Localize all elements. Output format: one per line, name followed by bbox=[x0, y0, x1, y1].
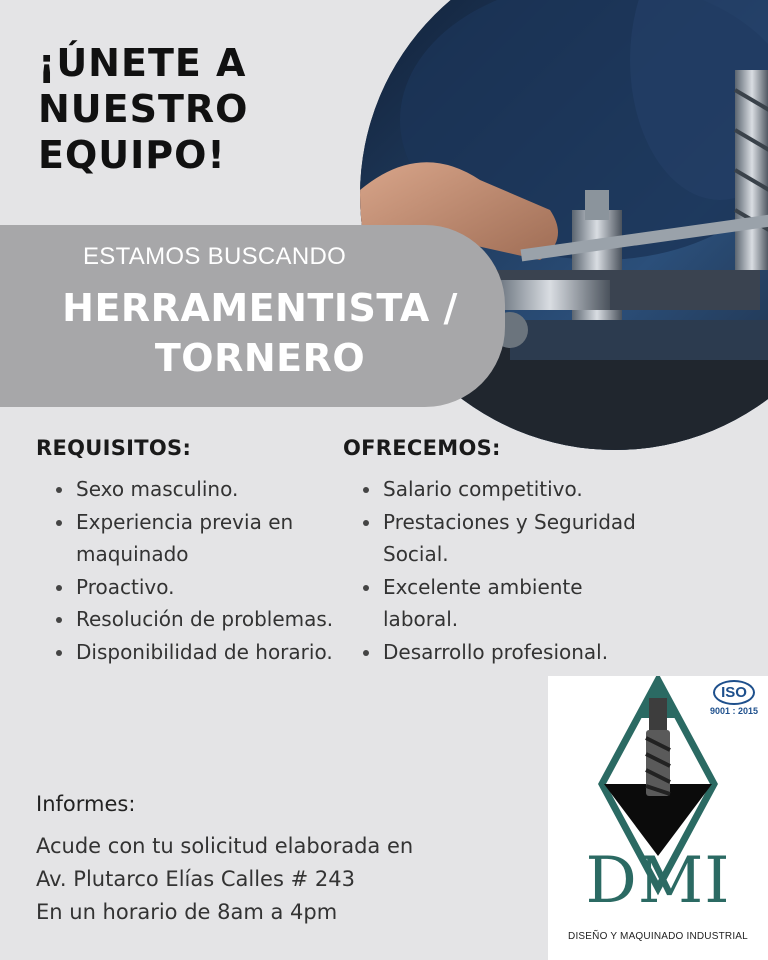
company-name: DMI bbox=[585, 844, 731, 918]
info-title: Informes: bbox=[36, 792, 136, 816]
requirements-list bbox=[36, 473, 336, 668]
iso-label: ISO bbox=[713, 680, 755, 705]
job-banner bbox=[0, 225, 505, 407]
iso-badge bbox=[704, 680, 764, 716]
bullet-icon bbox=[56, 617, 62, 623]
list-item bbox=[36, 506, 336, 571]
bullet-icon bbox=[56, 520, 62, 526]
bullet-icon bbox=[56, 585, 62, 591]
info-address: Av. Plutarco Elías Calles # 243 bbox=[36, 867, 355, 891]
requirement-text: Disponibilidad de horario. bbox=[76, 639, 333, 664]
list-item bbox=[343, 473, 643, 506]
requirement-text: Sexo masculino. bbox=[76, 477, 239, 501]
contact-info bbox=[36, 792, 413, 929]
offers-list bbox=[343, 473, 643, 668]
headline-line-2: NUESTRO bbox=[38, 87, 249, 131]
company-tagline: DISEÑO Y MAQUINADO INDUSTRIAL bbox=[568, 931, 748, 942]
list-item bbox=[36, 603, 336, 636]
requirement-text: Resolución de problemas. bbox=[76, 607, 334, 631]
requirement-text: Experiencia previa en maquinado bbox=[76, 509, 294, 566]
job-title-line-1: HERRAMENTISTA / bbox=[62, 286, 458, 330]
bullet-icon bbox=[56, 650, 62, 656]
requirements-title: REQUISITOS: bbox=[36, 436, 192, 460]
list-item bbox=[343, 636, 643, 669]
offer-text: Excelente ambiente laboral. bbox=[383, 574, 583, 631]
bullet-icon bbox=[363, 487, 369, 493]
list-item bbox=[343, 506, 643, 571]
list-item bbox=[36, 473, 336, 506]
offers-title: OFRECEMOS: bbox=[343, 436, 501, 460]
offer-text: Desarrollo profesional. bbox=[383, 639, 609, 664]
bullet-icon bbox=[363, 650, 369, 656]
offers-section bbox=[343, 436, 643, 668]
iso-certification: 9001 : 2015 bbox=[709, 706, 759, 716]
headline-line-3: EQUIPO! bbox=[38, 133, 226, 177]
bullet-icon bbox=[363, 520, 369, 526]
list-item bbox=[36, 571, 336, 604]
info-hours: En un horario de 8am a 4pm bbox=[36, 900, 338, 924]
list-item bbox=[343, 571, 643, 636]
requirements-section bbox=[36, 436, 336, 668]
headline-line-1: ¡ÚNETE A bbox=[38, 41, 247, 85]
job-title-line-2: TORNERO bbox=[154, 336, 366, 380]
offer-text: Prestaciones y Seguridad Social. bbox=[383, 509, 636, 566]
company-logo bbox=[548, 676, 768, 960]
banner-subtitle: ESTAMOS BUSCANDO bbox=[83, 243, 347, 270]
bullet-icon bbox=[363, 585, 369, 591]
job-title bbox=[30, 283, 490, 383]
requirement-text: Proactivo. bbox=[76, 574, 175, 599]
bullet-icon bbox=[56, 487, 62, 493]
headline bbox=[38, 40, 298, 178]
offer-text: Salario competitivo. bbox=[383, 477, 583, 501]
list-item bbox=[36, 636, 336, 669]
info-line: Acude con tu solicitud elaborada en bbox=[36, 834, 414, 858]
